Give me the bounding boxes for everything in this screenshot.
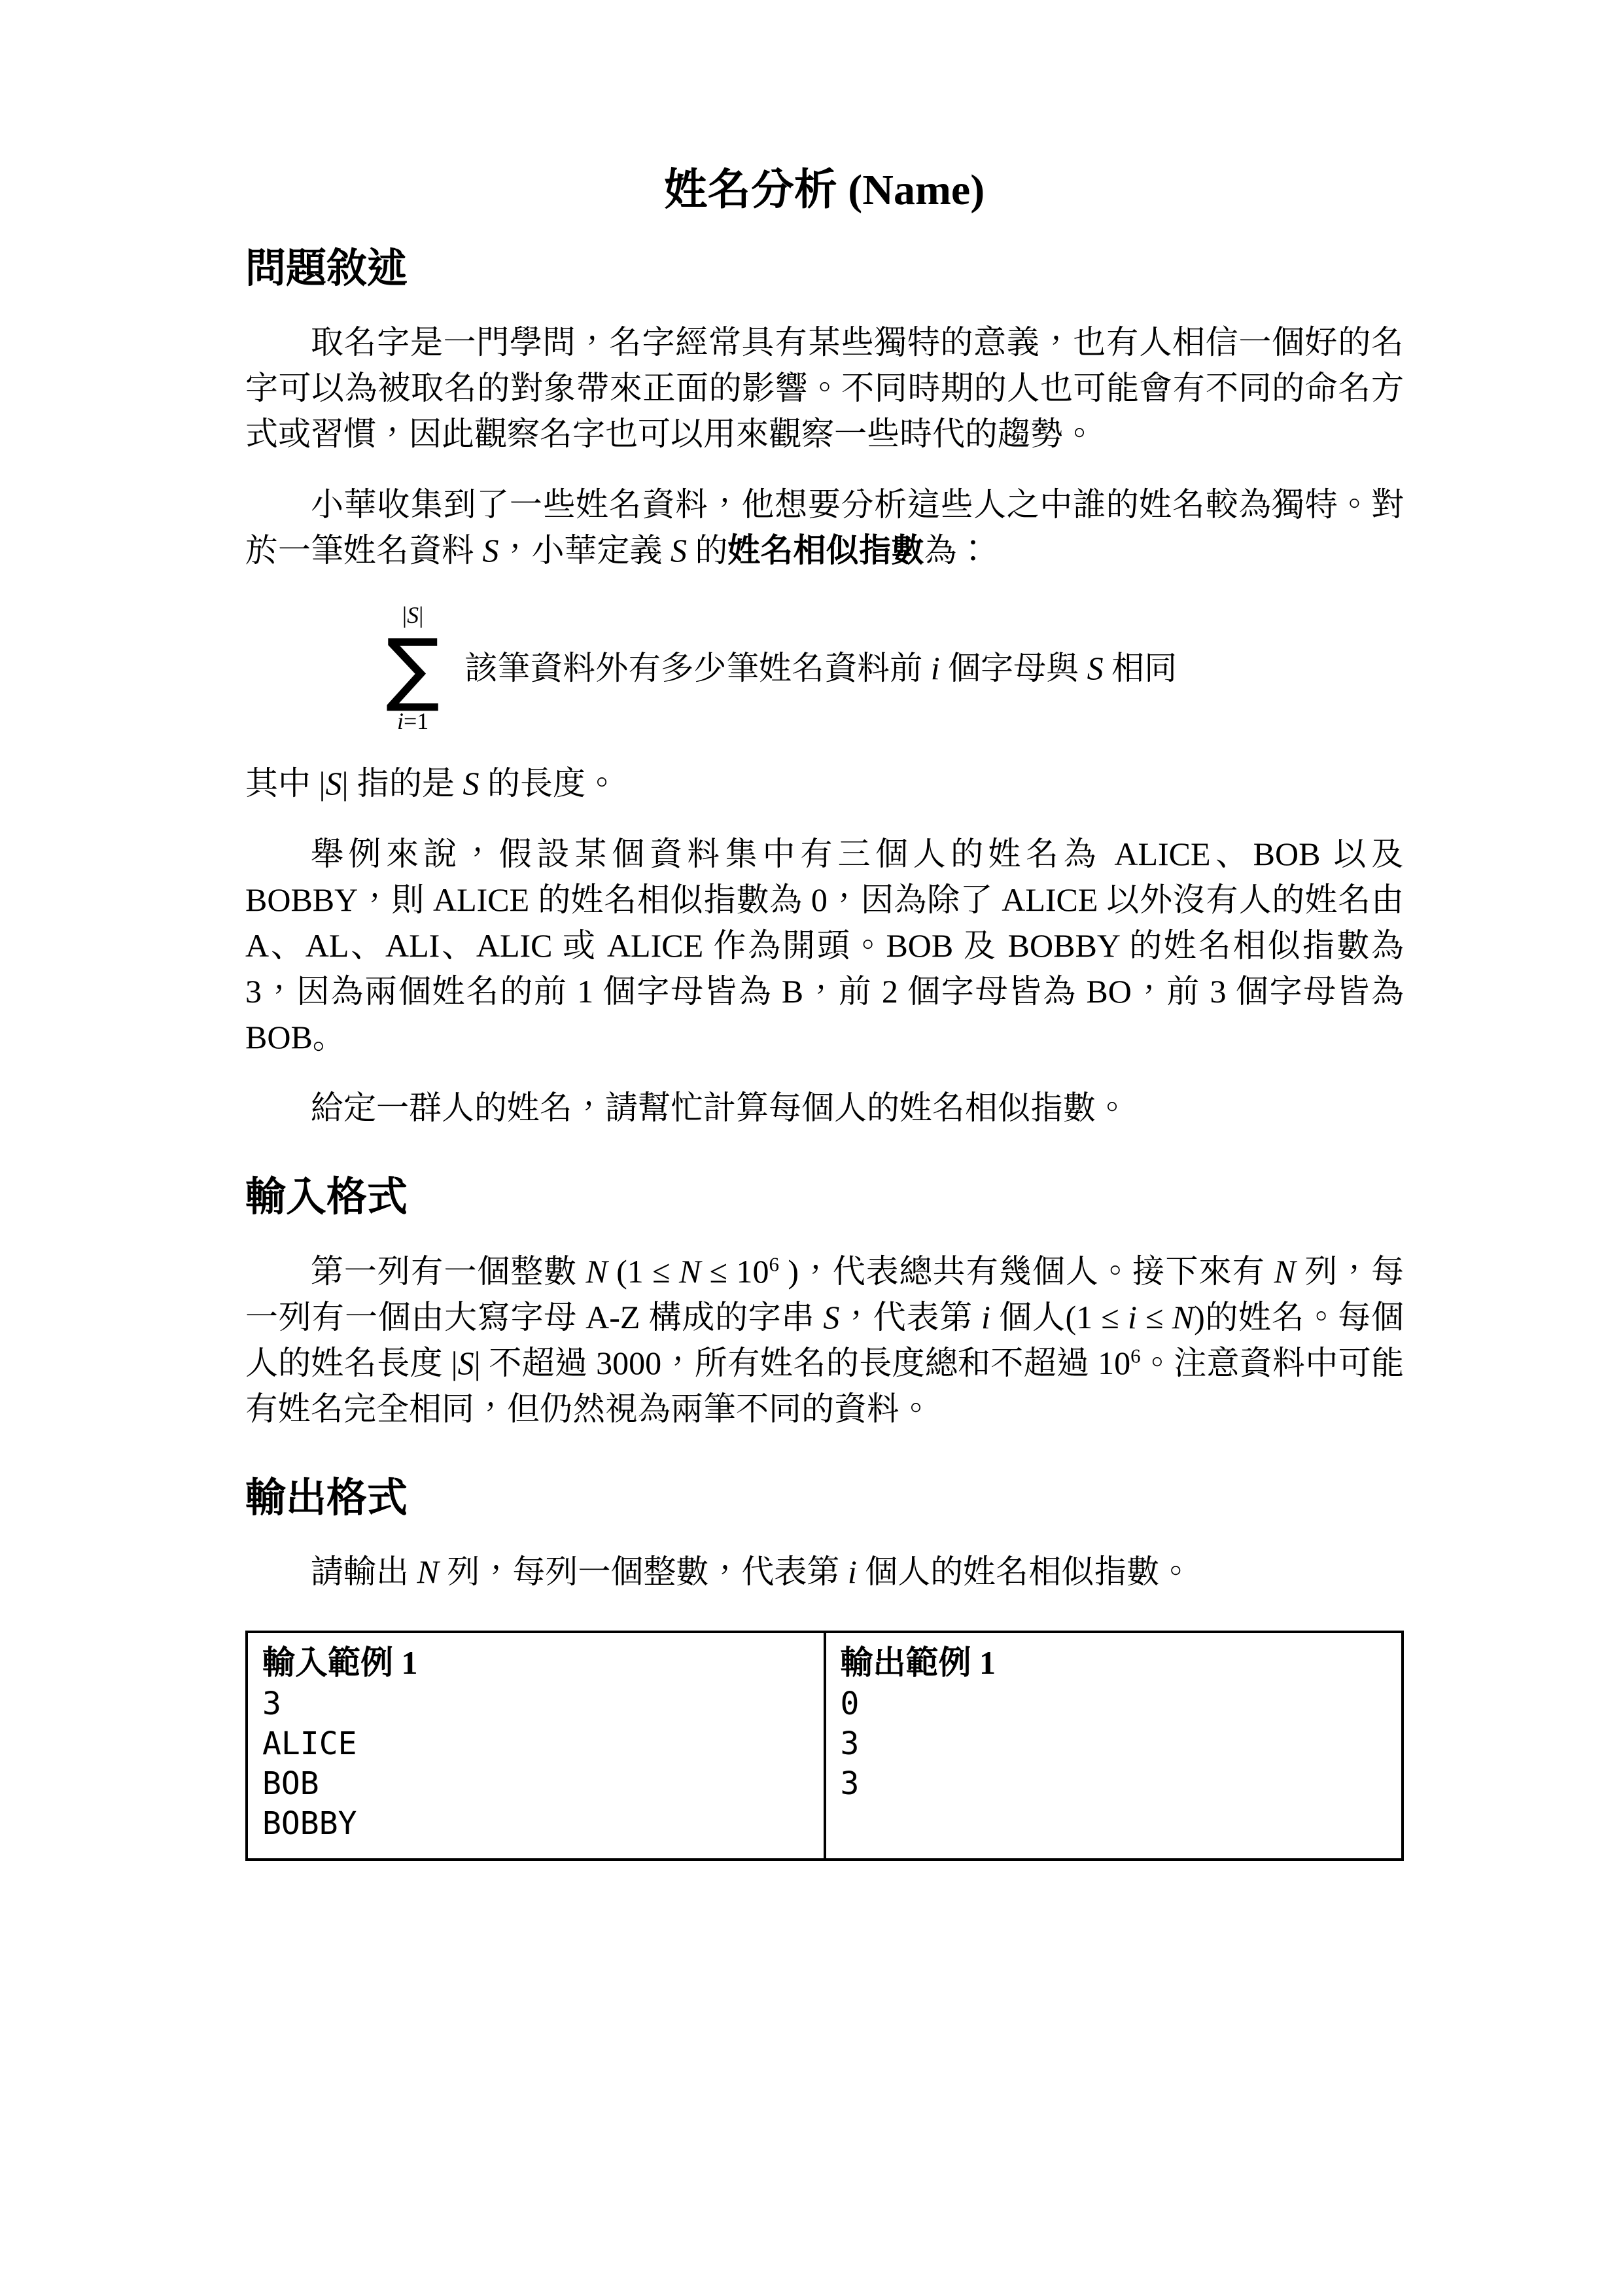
paragraph-task-statement: 給定一群人的姓名，請幫忙計算每個人的姓名相似指數。: [311, 1089, 1128, 1126]
sum-lower-limit: i=1: [396, 708, 429, 734]
paragraph-definition: 小華收集到了一些姓名資料，他想要分析這些人之中誰的姓名較為獨特。對於一筆姓名資料 S，小華定義 S 的姓名相似指數為：: [245, 486, 1404, 569]
example-table-row: [247, 1632, 1403, 1860]
example-output-cell: [825, 1632, 1403, 1860]
paragraph-example-explanation: 舉例來說，假設某個資料集中有三個人的姓名為 ALICE、BOB 以及 BOBBY，則 ALICE 的姓名相似指數為 0，因為除了 ALICE 以外沒有人的姓名由 A、AL、ALI、ALIC 或 ALICE 作為開頭。BOB 及 BOBBY 的姓名相似指數為 3，因為兩個姓名的前 1 個字母皆為 B，前 2 個字母皆為 BO，前 3 個字母皆為 BOB。: [245, 836, 1404, 1055]
summation-block: [386, 601, 440, 735]
example-output-code: 0 3 3: [840, 1686, 860, 1802]
paragraph-input-format: 第一列有一個整數 N ($1 \le N \le 10^6$ )，代表總共有幾個人。接下來有 N 列，每一列有一個由大寫字母 A-Z 構成的字串 S，代表第 i 個人(1 ≤ i ≤ N)的姓名。每個人的姓名長度 |S| 不超過 3000，所有姓名的長度總和不超過 $10^6$。注意資料中可能有姓名完全相同，但仍然視為兩筆不同的資料。: [245, 1252, 1405, 1427]
example-input-cell: [247, 1632, 825, 1860]
example-input-header: 輸入範例 1: [262, 1644, 418, 1681]
example-output-header: 輸出範例 1: [840, 1644, 996, 1681]
example-input-code: 3 ALICE BOB BOBBY: [262, 1686, 357, 1842]
similarity-index-formula: [386, 601, 1404, 735]
section-heading-input-format: 輸入格式: [245, 1175, 408, 1220]
sum-upper-limit: |S|: [402, 602, 424, 628]
example-table: [245, 1631, 1404, 1861]
paragraph-length-note: 其中 |S| 指的是 S 的長度。: [245, 765, 619, 802]
paragraph-naming-intro: 取名字是一門學問，名字經常具有某些獨特的意義，也有人相信一個好的名字可以為被取名的對象帶來正面的影響。不同時期的人也可能會有不同的命名方式或習慣，因此觀察名字也可以用來觀察一些時代的趨勢。: [245, 324, 1404, 452]
sigma-icon: ∑: [386, 622, 440, 715]
paragraph-output-format: 請輸出 N 列，每列一個整數，代表第 i 個人的姓名相似指數。: [311, 1553, 1193, 1590]
page-title: 姓名分析 (Name): [664, 166, 985, 214]
formula-body-text: 該筆資料外有多少筆姓名資料前 i 個字母與 S 相同: [464, 650, 1178, 686]
section-heading-output-format: 輸出格式: [245, 1475, 408, 1521]
section-heading-problem: 問題敘述: [245, 246, 408, 291]
